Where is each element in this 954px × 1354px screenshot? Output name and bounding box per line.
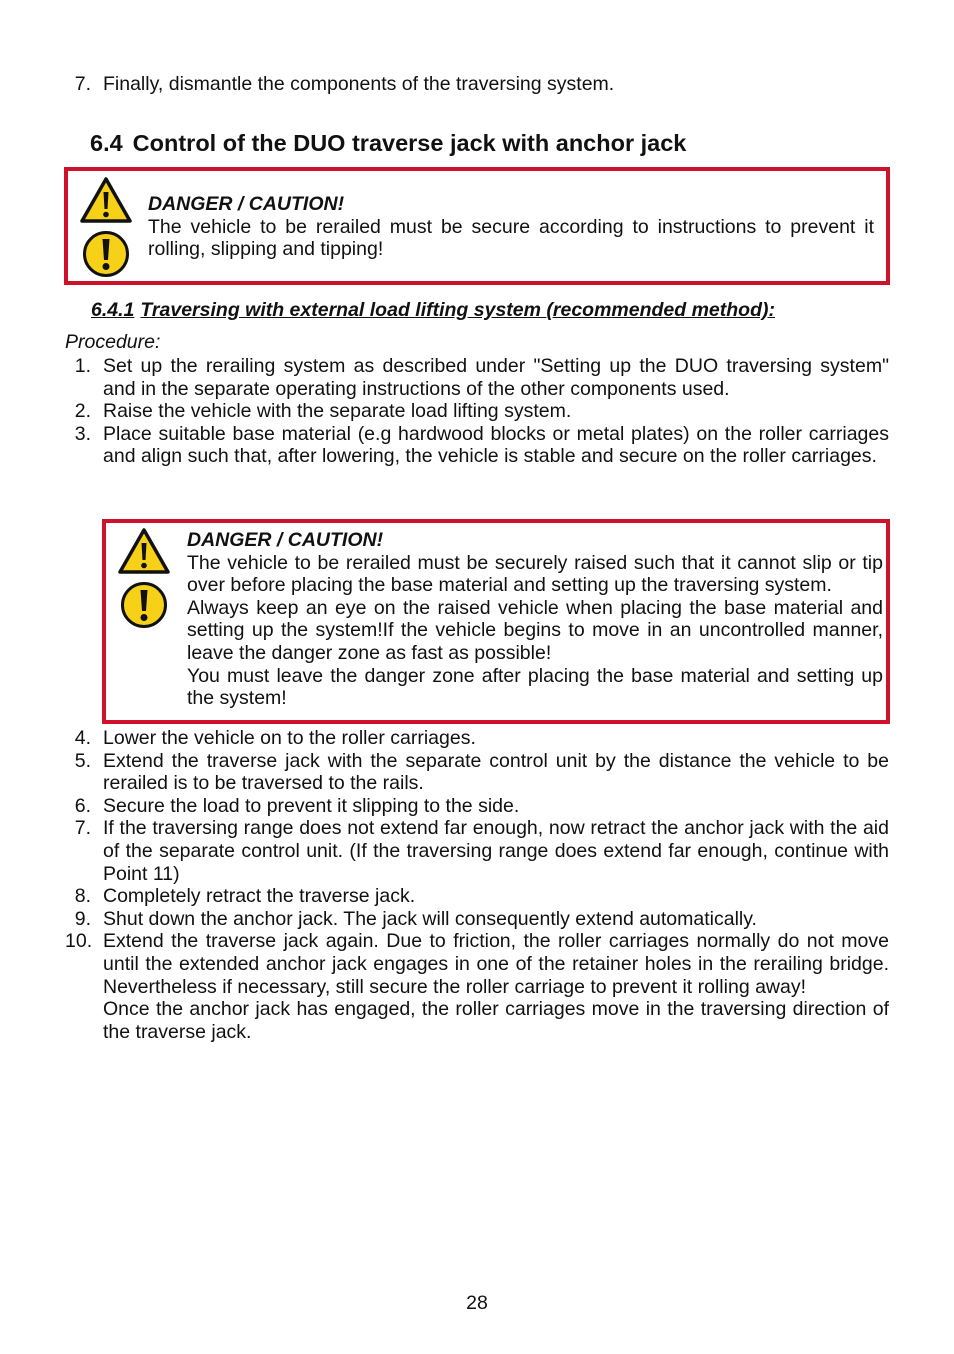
warning-icons [79, 176, 133, 278]
list-item [65, 355, 889, 400]
list-number: 9. [74, 907, 91, 930]
list-number: 3. [74, 422, 91, 445]
list-item [65, 727, 889, 750]
list-text: Extend the traverse jack with the separate control unit by the distance the vehicle to be rerailed is to be traversed to the rails. [103, 749, 889, 795]
procedure-steps-b [65, 727, 889, 1043]
list-text: Extend the traverse jack again. Due to friction, the roller carriages normally do not move until the extended anchor jack engages in one of the retainer holes in the rerailing bridge. Nevertheless if necessary, still secure the roller carriage to prevent it rolling away! [103, 930, 889, 998]
subsection-heading [91, 298, 775, 322]
list-item [65, 885, 889, 908]
warning-triangle-icon [117, 527, 171, 575]
list-item [65, 73, 889, 96]
warning-message: The vehicle to be rerailed must be secure according to instructions to prevent it rolling, slipping and tipping! [148, 215, 874, 261]
warning-paragraph: The vehicle to be rerailed must be securely raised such that it cannot slip or tip over before placing the base material and setting up the traversing system. [187, 551, 883, 597]
danger-caution-box [64, 167, 890, 285]
list-number: 10. [65, 930, 93, 953]
warning-icons [117, 527, 171, 629]
warning-title: DANGER / CAUTION! [187, 529, 384, 551]
list-text: Place suitable base material (e.g hardwood blocks or metal plates) on the roller carriages and align such that, after lowering, the vehicle is stable and secure on the roller carriages. [103, 422, 889, 468]
list-text: Shut down the anchor jack. The jack will consequently extend automatically. [103, 907, 757, 930]
list-item [65, 795, 889, 818]
list-item [65, 908, 889, 931]
subsection-number: 6.4.1 [91, 299, 135, 321]
list-text: If the traversing range does not extend far enough, now retract the anchor jack with the aid of the separate control unit. (If the traversing range does extend far enough, continue with Point 11) [103, 817, 889, 885]
subsection-colon: : [768, 299, 775, 321]
warning-text [187, 529, 883, 710]
list-item [65, 817, 889, 885]
list-item [65, 930, 889, 1043]
list-text: Completely retract the traverse jack. [103, 885, 416, 908]
list-item [65, 750, 889, 795]
list-text: Set up the rerailing system as described under "Setting up the DUO traversing system" and in the separate operating instructions of the other components used. [103, 355, 889, 400]
list-item [65, 423, 889, 468]
warning-paragraph: Always keep an eye on the raised vehicle when placing the base material and setting up the system!If the vehicle begins to move in an uncontrolled manner, leave the danger zone as fast as possible! [187, 596, 883, 664]
list-number: 7. [74, 817, 91, 840]
warning-triangle-icon [79, 176, 133, 224]
list-text-continuation: Once the anchor jack has engaged, the roller carriages move in the traversing direction of the traverse jack. [103, 998, 889, 1043]
subsection-note: (recommended method) [546, 299, 769, 321]
list-text: Raise the vehicle with the separate load lifting system. [103, 400, 572, 423]
exclamation-circle-icon [82, 230, 130, 278]
list-number: 1. [74, 355, 91, 377]
top-list [65, 73, 889, 96]
list-text: Lower the vehicle on to the roller carriages. [103, 727, 476, 749]
danger-caution-box [102, 519, 890, 724]
warning-paragraph: You must leave the danger zone after placing the base material and setting up the system! [187, 664, 883, 710]
list-number: 8. [74, 885, 91, 908]
list-number: 6. [74, 794, 91, 817]
warning-title: DANGER / CAUTION! [148, 193, 345, 215]
list-text: Finally, dismantle the components of the traversing system. [103, 73, 615, 95]
list-number: 2. [74, 400, 91, 423]
list-number: 7. [74, 73, 91, 95]
list-item [65, 400, 889, 423]
warning-text [148, 193, 874, 261]
page-number: 28 [466, 1292, 488, 1314]
procedure-steps-a [65, 355, 889, 468]
section-heading [90, 128, 686, 158]
section-title: Control of the DUO traverse jack with anchor jack [132, 130, 687, 156]
list-number: 4. [74, 727, 91, 749]
list-number: 5. [74, 749, 91, 772]
list-text: Secure the load to prevent it slipping to the side. [103, 794, 520, 817]
section-number: 6.4 [90, 130, 123, 156]
procedure-label: Procedure: [65, 331, 161, 353]
exclamation-circle-icon [120, 581, 168, 629]
subsection-title: Traversing with external load lifting system [140, 299, 541, 321]
